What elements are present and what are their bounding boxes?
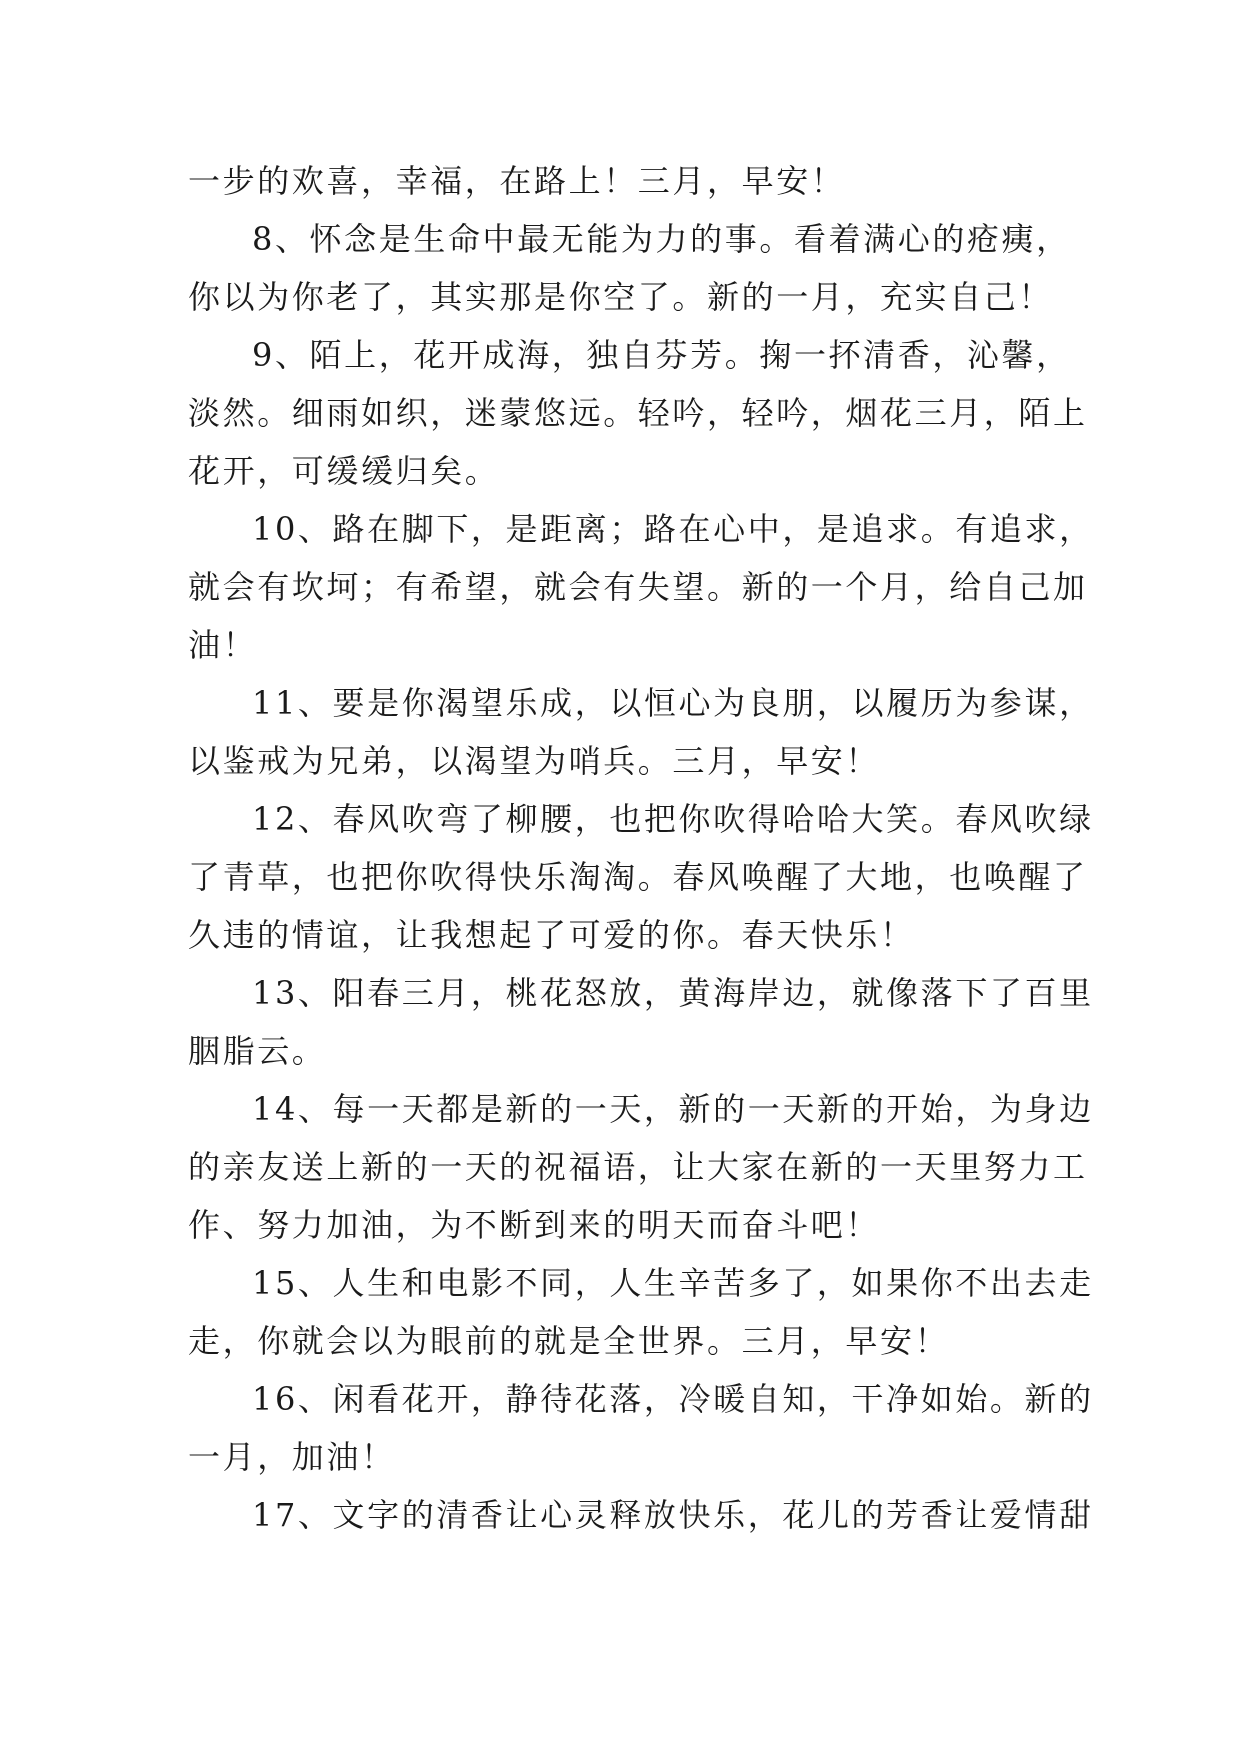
text-line: 你以为你老了，其实那是你空了。新的一月，充实自己！ — [188, 278, 1054, 316]
text-line: 淡然。细雨如织，迷蒙悠远。轻吟，轻吟，烟花三月，陌上 — [188, 394, 1088, 432]
text-line: 了青草，也把你吹得快乐淘淘。春风唤醒了大地，也唤醒了 — [188, 858, 1088, 896]
text-line: 走，你就会以为眼前的就是全世界。三月，早安！ — [188, 1322, 950, 1360]
text-line: 一月，加油！ — [188, 1438, 396, 1476]
text-line: 11、要是你渴望乐成，以恒心为良朋，以履历为参谋， — [252, 684, 1094, 722]
text-line: 8、怀念是生命中最无能为力的事。看着满心的疮痍， — [252, 220, 1071, 258]
text-line: 胭脂云。 — [188, 1032, 327, 1070]
text-line: 13、阳春三月，桃花怒放，黄海岸边，就像落下了百里 — [252, 974, 1094, 1012]
text-line: 12、春风吹弯了柳腰，也把你吹得哈哈大笑。春风吹绿 — [252, 800, 1094, 838]
text-line: 9、陌上，花开成海，独自芬芳。掬一抔清香，沁馨， — [252, 336, 1071, 374]
text-line: 的亲友送上新的一天的祝福语，让大家在新的一天里努力工 — [188, 1148, 1088, 1186]
text-line: 10、路在脚下，是距离；路在心中，是追求。有追求， — [252, 510, 1094, 548]
text-line: 14、每一天都是新的一天，新的一天新的开始，为身边 — [252, 1090, 1094, 1128]
text-line: 油！ — [188, 626, 258, 664]
text-line: 15、人生和电影不同，人生辛苦多了，如果你不出去走 — [252, 1264, 1094, 1302]
text-line: 花开，可缓缓归矣。 — [188, 452, 500, 490]
text-line: 就会有坎坷；有希望，就会有失望。新的一个月，给自己加 — [188, 568, 1088, 606]
text-line: 久违的情谊，让我想起了可爱的你。春天快乐！ — [188, 916, 915, 954]
text-line: 一步的欢喜，幸福，在路上！三月，早安！ — [188, 162, 846, 200]
text-line: 作、努力加油，为不断到来的明天而奋斗吧！ — [188, 1206, 881, 1244]
text-line: 17、文字的清香让心灵释放快乐，花儿的芳香让爱情甜 — [252, 1496, 1094, 1534]
text-line: 16、闲看花开，静待花落，冷暖自知，干净如始。新的 — [252, 1380, 1094, 1418]
text-line: 以鉴戒为兄弟，以渴望为哨兵。三月，早安！ — [188, 742, 881, 780]
